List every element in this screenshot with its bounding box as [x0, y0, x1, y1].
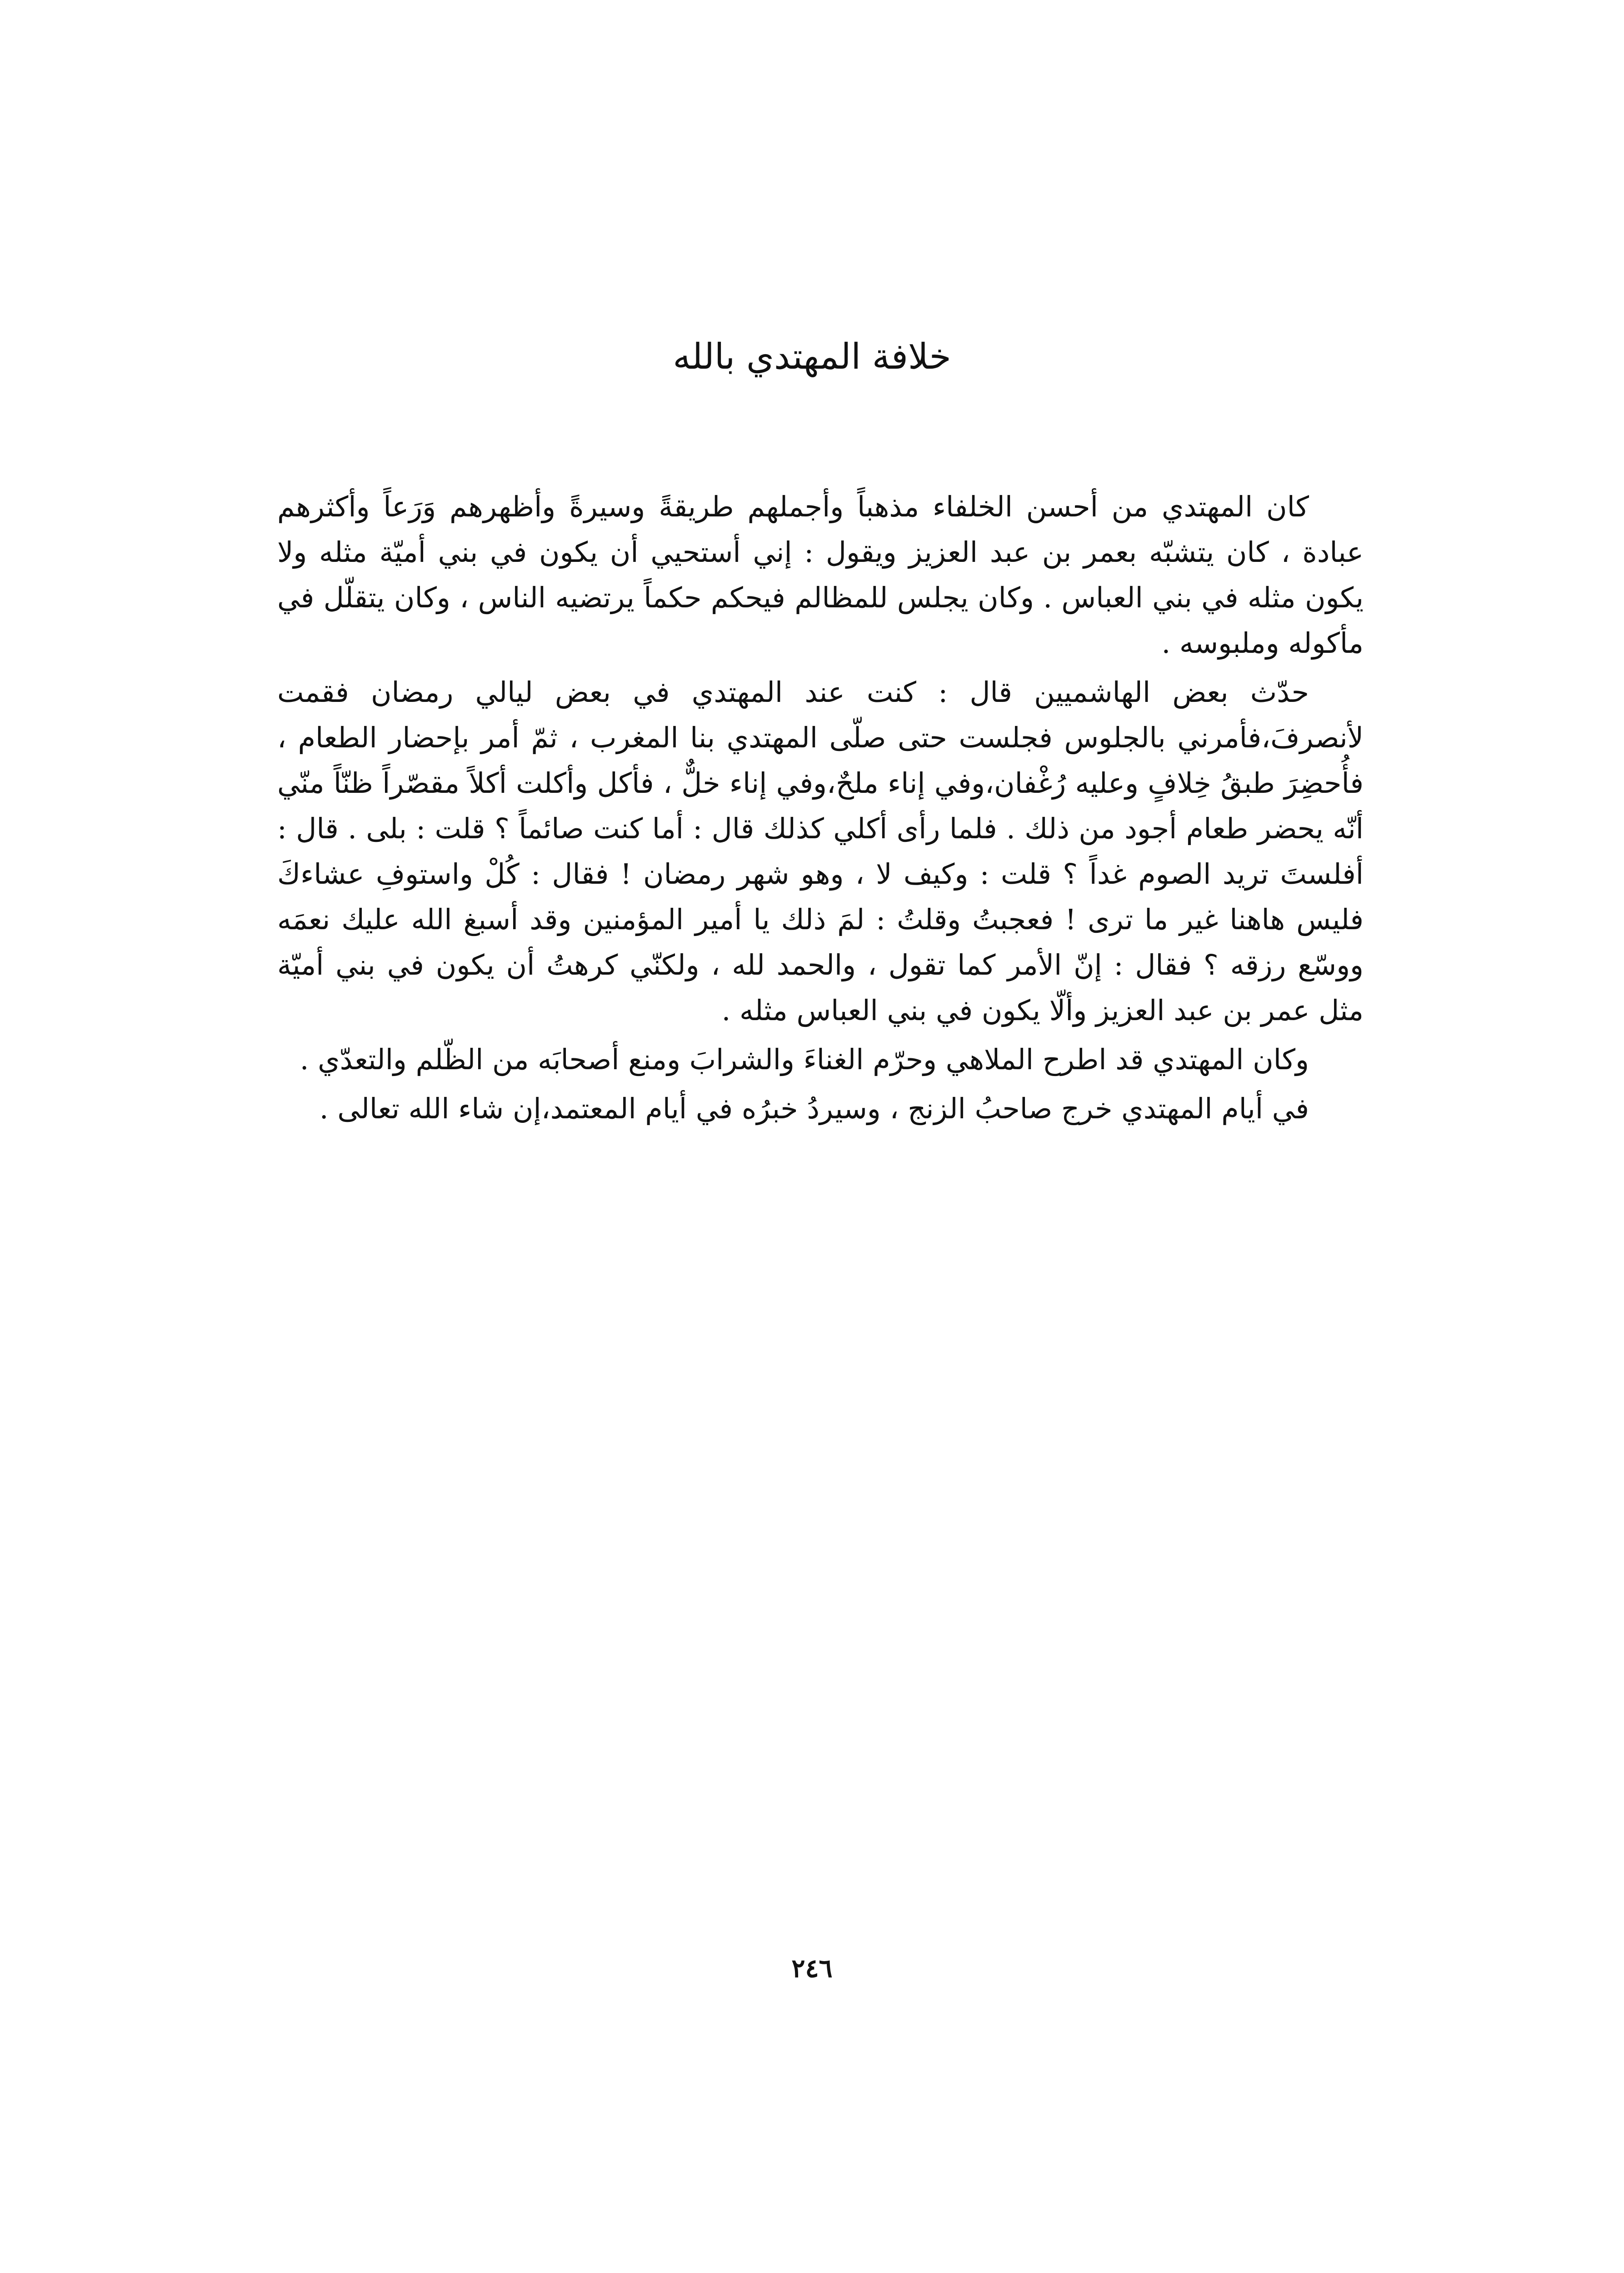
paragraph-zanj: في أيام المهتدي خرج صاحبُ الزنج ، وسيردُ خبرُه في أيام المعتمد،إن شاء الله تعالى . — [319, 1092, 1309, 1125]
chapter-title: خلافة المهتدي بالله — [673, 336, 951, 377]
page-number: ٢٤٦ — [791, 1953, 833, 1983]
paragraph-prohibitions: وكان المهتدي قد اطرح الملاهي وحرّم الغناءَ والشرابَ ومنع أصحابَه من الظّلم والتعدّي . — [300, 1043, 1309, 1076]
body-text — [277, 484, 1364, 1135]
paragraph-character: كان المهتدي من أحسن الخلفاء مذهباً وأجملهم طريقةً وسيرةً وأظهرهم وَرَعاً وأكثرهم عبادة ، كان يتشبّه بعمر بن عبد العزيز ويقول : إني أستحيي أن يكون في بني أميّة مثله ولا يكون مثله في بني العباس . وكان يجلس للمظالم فيحكم حكماً يرتضيه الناس ، وكان يتقلّل في مأكوله وملبوسه . — [277, 490, 1364, 660]
paragraph-ramadan-anecdote: حدّث بعض الهاشميين قال : كنت عند المهتدي في بعض ليالي رمضان فقمت لأنصرفَ،فأمرني بالجلوس فجلست حتى صلّى المهتدي بنا المغرب ، ثمّ أمر بإحضار الطعام ، فأُحضِرَ طبقُ خِلافٍ وعليه رُغْفان،وفي إناء ملحٌ،وفي إناء خلٌّ ، فأكل وأكلت أكلاً مقصّراً ظنّاً منّي أنّه يحضر طعام أجود من ذلك . فلما رأى أكلي كذلك قال : أما كنت صائماً ؟ قلت : بلى . قال : أفلستَ تريد الصوم غداً ؟ قلت : وكيف لا ، وهو شهر رمضان ! فقال : كُلْ واستوفِ عشاءكَ فليس هاهنا غير ما ترى ! فعجبتُ وقلتُ : لمَ ذلك يا أمير المؤمنين وقد أسبغ الله عليك نعمَه ووسّع رزقه ؟ فقال : إنّ الأمر كما تقول ، والحمد لله ، ولكنّي كرهتُ أن يكون في بني أميّة مثل عمر بن عبد العزيز وألّا يكون في بني العباس مثله . — [277, 676, 1364, 1027]
